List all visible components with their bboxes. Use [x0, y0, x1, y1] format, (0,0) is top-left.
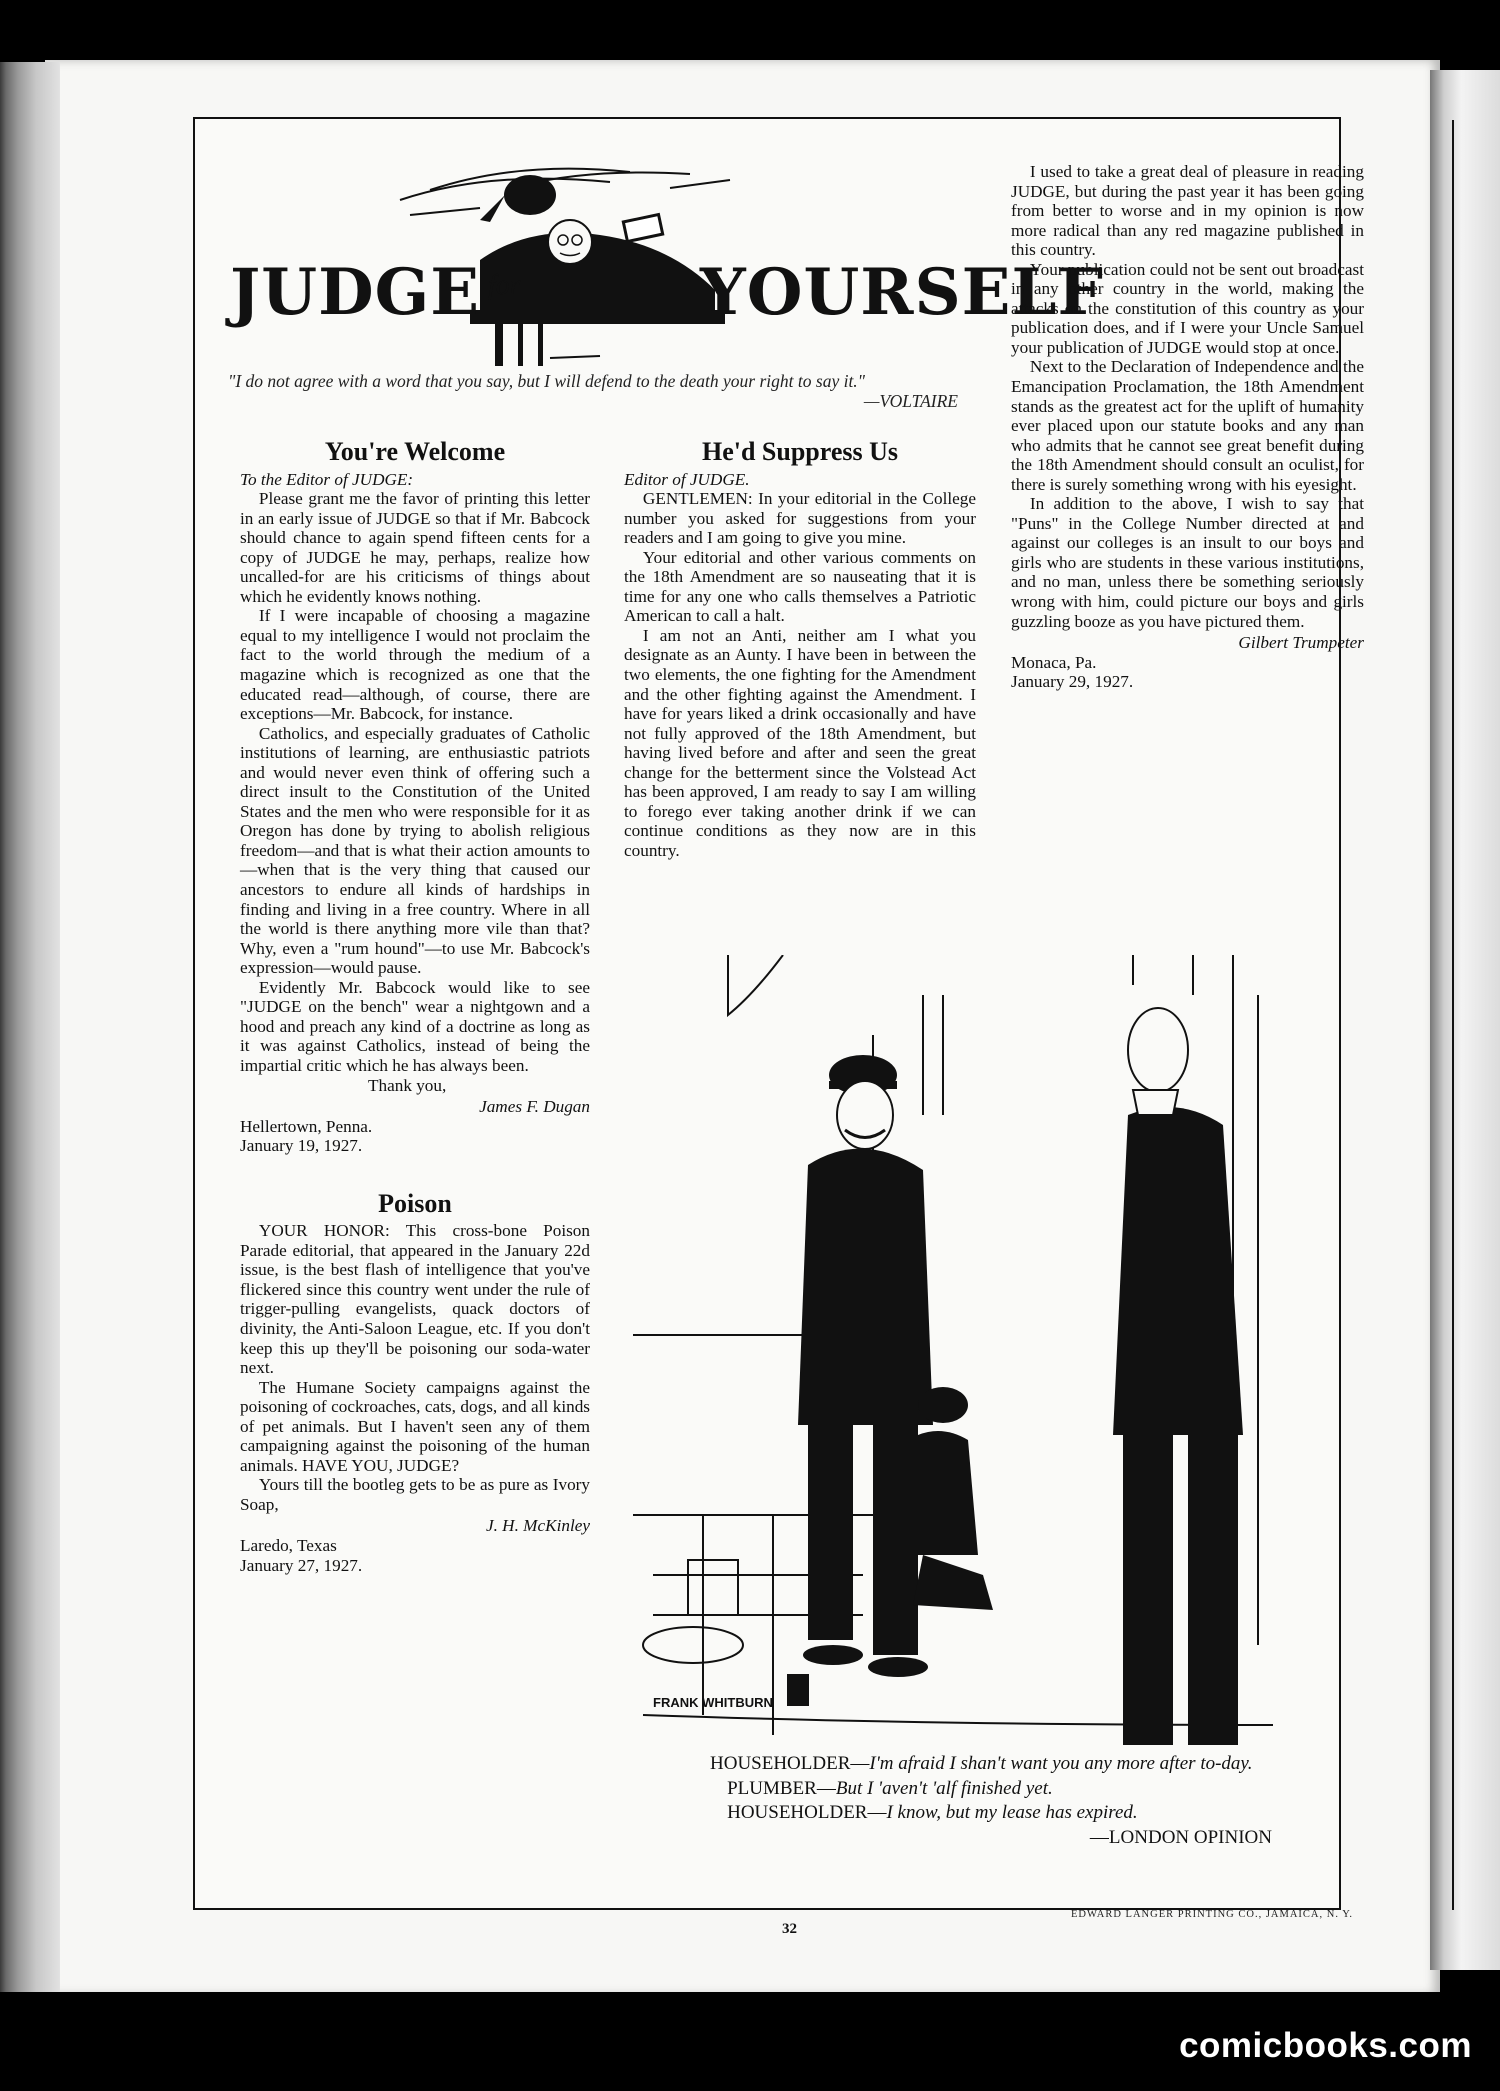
- letter1-closing: Thank you,: [368, 1075, 447, 1095]
- caption-line: I'm afraid I shan't want you any more after to-day.: [869, 1753, 1253, 1774]
- caption-speaker: HOUSEHOLDER—: [710, 1753, 870, 1774]
- masthead-word-for: for: [488, 270, 521, 301]
- letter2-paragraph: Yours till the bootleg gets to be as pure as Ivory Soap,: [240, 1475, 590, 1514]
- watermark: comicbooks.com: [1179, 2026, 1472, 2065]
- letter3-place: Monaca, Pa.: [1011, 652, 1097, 672]
- letter3-paragraph: I am not an Anti, neither am I what you designate as an Aunty. I have been in between the two elements, the one fighting for the Amendment and the other fighting against the Amendment. I have for years liked a drink occasionally and have not fully approved of the 18th Amendment, but having lived before and after and seen the great change for the betterment since the Volstead Act has been approved, I am ready to say I am willing to forego ever taking another drink if we can continue conditions as they now are in this country.: [624, 625, 976, 860]
- letter2-date: January 27, 1927.: [240, 1555, 363, 1575]
- heading-poison: Poison: [378, 1188, 452, 1218]
- letter1-paragraph: If I were incapable of choosing a magazine equal to my intelligence I would not proclaim the fact to the world through the medium of a magazine which is recognized as one that the educated read—although, of course, there are exceptions—Mr. Babcock, for instance.: [240, 606, 590, 724]
- letter2-signature: J. H. McKinley: [485, 1516, 590, 1536]
- letter3-paragraph: Your publication could not be sent out broadcast in any other country in the world, making the attacks on the constitution of this country as your publication does, and if I were your Uncle Samuel your publication of JUDGE would stop at once.: [1011, 259, 1364, 357]
- masthead: [230, 160, 1104, 370]
- epigraph: [228, 371, 958, 411]
- page-number: 32: [782, 1921, 797, 1937]
- caption-line: I know, but my lease has expired.: [886, 1802, 1138, 1823]
- scan-top-border: [0, 0, 1500, 62]
- caption-speaker: PLUMBER—: [727, 1777, 836, 1799]
- book-spine-left: [0, 62, 60, 1992]
- caption-source: —LONDON OPINION: [1089, 1826, 1272, 1848]
- letter3-opening: GENTLEMEN:: [642, 489, 753, 509]
- cartoon-caption: [710, 1752, 1310, 1850]
- next-page-rule: [1452, 120, 1454, 1910]
- letter1-salutation: To the Editor of JUDGE:: [240, 469, 414, 489]
- letter3-salutation: Editor of JUDGE.: [624, 469, 750, 489]
- caption-line: But I 'aven't 'alf finished yet.: [835, 1777, 1053, 1799]
- letter1-place: Hellertown, Penna.: [240, 1116, 373, 1136]
- letter1-paragraph: Please grant me the favor of printing this letter in an early issue of JUDGE so that if Mr. Babcock should chance to again spend fifteen cents for a copy of JUDGE he may, perhaps, realize how uncalled-for are his criticisms of things about which he evidently knows nothing.: [240, 489, 590, 606]
- letter1-date: January 19, 1927.: [240, 1136, 363, 1156]
- cartoon-drawing: [633, 955, 1311, 1745]
- letter1-signature: James F. Dugan: [479, 1097, 590, 1117]
- epigraph-attribution: —VOLTAIRE: [863, 391, 958, 411]
- letter3-paragraph: In addition to the above, I wish to say that "Puns" in the College Number directed at and against our colleges is an insult to our boys and girls who are students in these various institutions, and no man, unless there be something seriously wrong with him, could picture our boys and girls guzzling booze as you have pictured them.: [1011, 494, 1364, 631]
- book-next-page-edge: [1430, 70, 1500, 1970]
- masthead-word-judge: JUDGE: [230, 255, 481, 330]
- cartoon-artist-signature: FRANK WHITBURN: [653, 1695, 773, 1710]
- letter1-paragraph: Evidently Mr. Babcock would like to see "JUDGE on the bench" wear a nightgown and a hood and preach any kind of a doctrine as long as it was against Catholics, instead of being the impartial critic which he has always been.: [240, 977, 590, 1075]
- letter3-signature: Gilbert Trumpeter: [1238, 633, 1364, 653]
- masthead-word-yourself: YOURSELF: [700, 255, 1104, 330]
- letter3-paragraph: I used to take a great deal of pleasure in reading JUDGE, but during the past year it has been going from better to worse and in my opinion is now more radical than any red magazine published in this country.: [1011, 162, 1364, 260]
- column-2: [624, 437, 977, 860]
- letter3-date: January 29, 1927.: [1011, 672, 1134, 692]
- column-3: [1011, 162, 1364, 692]
- letter3-paragraph: In your editorial in the College number you asked for suggestions from your readers and I am going to give you mine.: [624, 489, 977, 548]
- column-1: [240, 437, 590, 1575]
- cartoon-illustration: [633, 955, 1311, 1795]
- letter1-paragraph: Catholics, and especially graduates of Catholic institutions of learning, are enthusiastic patriots and would never even think of offering such a direct insult to the Constitution of the United States and the men who were responsible for it as Oregon has done by trying to abolish religious freedom—and that is what their action amounts to—when that is the very thing that caused our ancestors to endure all kinds of hardships in finding and living in a free country. Where in all the world is there anything more vile than that? Why, even a "rum hound"—to use Mr. Babcock's expression—would pause.: [240, 723, 590, 978]
- caption-speaker: HOUSEHOLDER—: [727, 1802, 887, 1823]
- heading-youre-welcome: You're Welcome: [324, 437, 506, 466]
- letter3-paragraph: Next to the Declaration of Independence and the Emancipation Proclamation, the 18th Amendment stands as the greatest act for the uplift of humanity ever placed upon our statute books and any man who admits that he cannot see great benefit during the 18th Amendment should consult an oculist, for there is surely something wrong with his eyesight.: [1011, 357, 1364, 494]
- heading-hed-suppress-us: He'd Suppress Us: [701, 437, 899, 466]
- printer-credit: EDWARD LANGER PRINTING CO., JAMAICA, N. Y.: [1071, 1909, 1354, 1920]
- letter2-paragraph: This cross-bone Poison Parade editorial, that appeared in the January 22d issue, is the best flash of intelligence that you've flickered since this country went under the rule of trigger-pulling evangelists, quack doctors of divinity, the Anti-Saloon League, etc. If you don't keep this up they'll be poisoning our soda-water next.: [240, 1221, 590, 1378]
- letter3-paragraph: Your editorial and other various comments on the 18th Amendment are so nauseating that it is time for any one who calls themselves a Patriotic American to call a halt.: [624, 547, 976, 626]
- letter2-place: Laredo, Texas: [240, 1535, 337, 1555]
- epigraph-text: "I do not agree with a word that you say, but I will defend to the death your right to say it.": [228, 371, 866, 391]
- letter2-paragraph: The Humane Society campaigns against the poisoning of cockroaches, cats, dogs, and all kinds of pet animals. But I haven't seen any of them campaigning against the poisoning of the human animals. HAVE YOU, JUDGE?: [240, 1377, 590, 1475]
- letter2-opening: YOUR HONOR:: [258, 1221, 390, 1241]
